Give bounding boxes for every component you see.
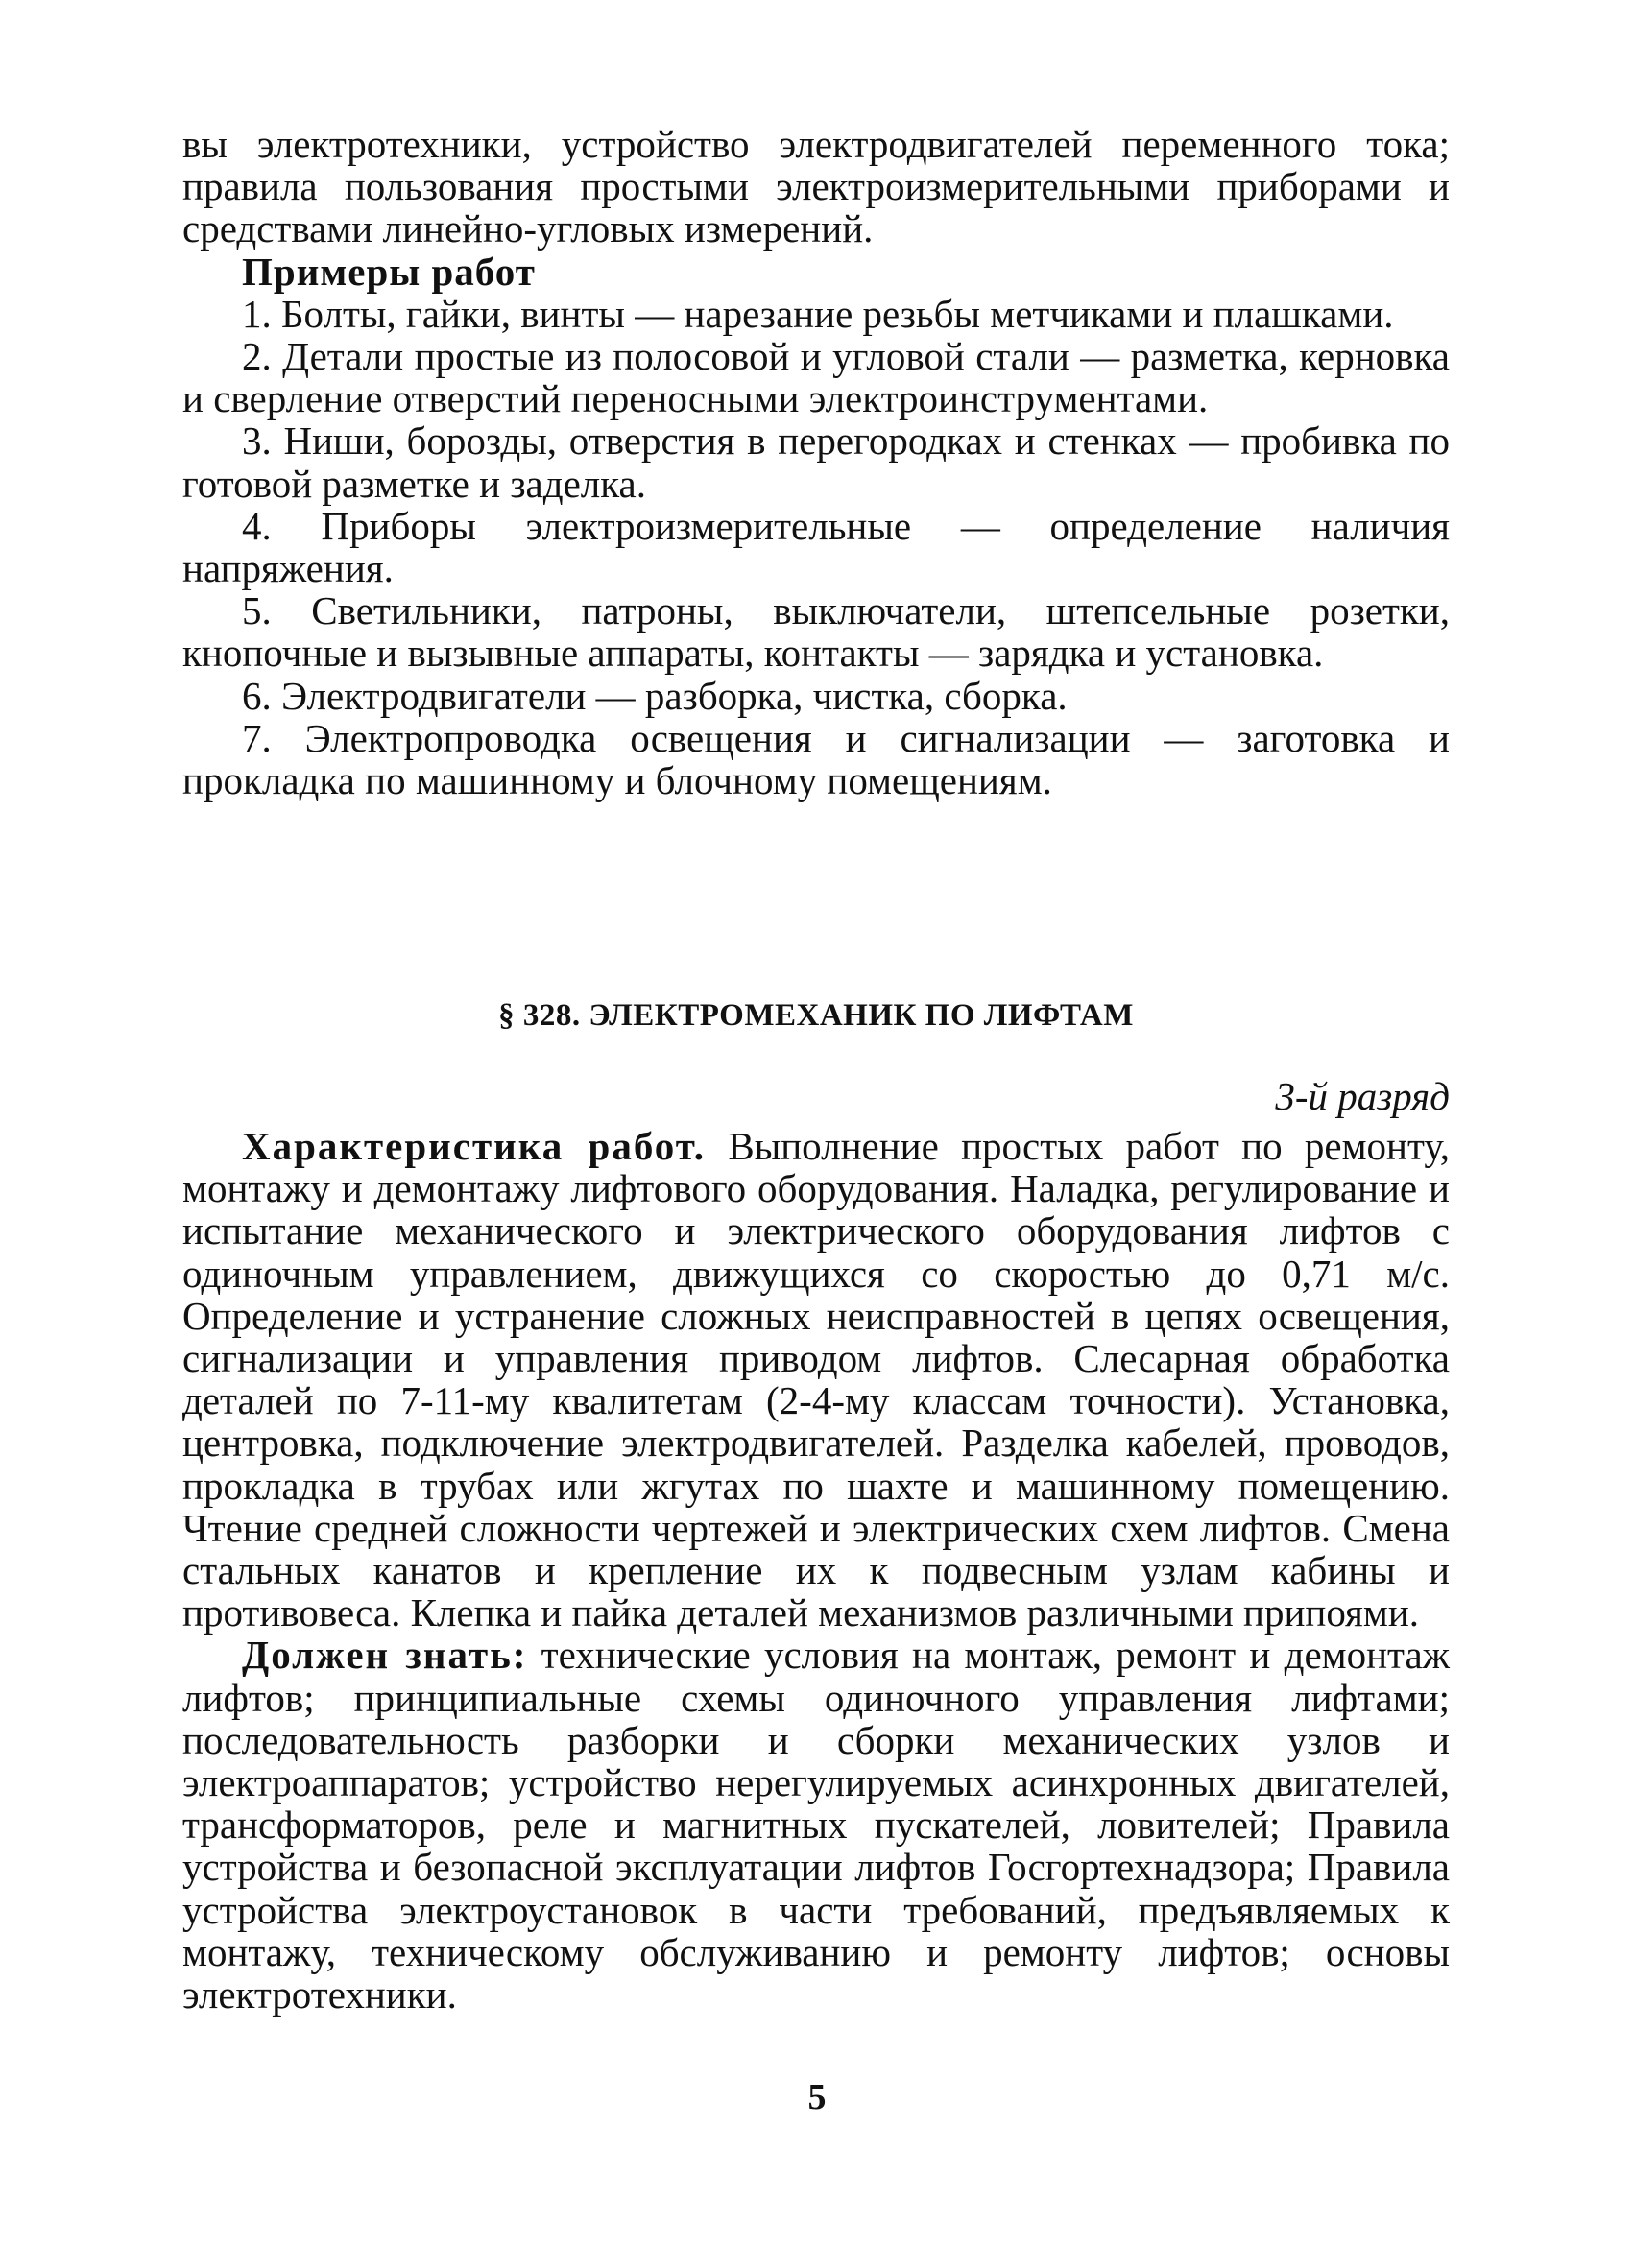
characteristics-label: Характеристика работ. xyxy=(242,1124,707,1168)
knowledge-text: технические условия на монтаж, ремонт и демонтаж лифтов; принципиальные схемы одиночного управления лифтами; последовательность разборки и сборки механических узлов и электроаппаратов; устройство нерегулируемых асинхронных двигателей, трансформаторов, реле и магнитных пускателей, ловителей; Правила устройства и безопасной эксплуатации лифтов Госгортехнадзора; Правила устройства электроустановок в части требований, предъявляемых к монтажу, техническому обслуживанию и ремонту лифтов; основы электротехники. xyxy=(182,1633,1450,2017)
example-item-2: 2. Детали простые из полосовой и угловой стали — разметка, керновка и сверление отверстий переносными электроинструментами. xyxy=(182,334,1450,421)
example-item-6: 6. Электродвигатели — разборка, чистка, сборка. xyxy=(242,673,1068,718)
example-item-4: 4. Приборы электроизмерительные — определение наличия напряжения. xyxy=(182,503,1450,591)
knowledge-label: Должен знать: xyxy=(242,1633,528,1678)
section-heading: § 328. ЭЛЕКТРОМЕХАНИК ПО ЛИФТАМ xyxy=(498,998,1134,1033)
intro-paragraph: вы электротехники, устройство электродвигателей переменного тока; правила пользования простыми электроизмерительными приборами и средствами линейно-угловых измерений. xyxy=(182,122,1450,251)
previous-section-continuation xyxy=(182,123,1450,801)
knowledge-paragraph xyxy=(182,1634,1450,2016)
section-body xyxy=(182,1125,1450,2016)
example-item-7: 7. Электропроводка освещения и сигнализации — заготовка и прокладка по машинному и блочному помещениям. xyxy=(182,715,1450,803)
example-item-1: 1. Болты, гайки, винты — нарезание резьбы метчиками и плашками. xyxy=(242,291,1394,336)
characteristics-paragraph xyxy=(182,1125,1450,1634)
characteristics-text: Выполнение простых работ по ремонту, монтажу и демонтажу лифтового оборудования. Наладка, регулирование и испытание механического и электрического оборудования лифтов с одиночным управлением, движущихся со скоростью до 0,71 м/с. Определение и устранение сложных неисправностей в цепях освещения, сигнализации и управления приводом лифтов. Слесарная обработка деталей по 7-11-му квалитетам (2-4-му классам точности). Установка, центровка, подключение электродвигателей. Разделка кабелей, проводов, прокладка в трубах или жгутах по шахте и машинному помещению. Чтение средней сложности чертежей и электрических схем лифтов. Смена стальных канатов и крепление их к подвесным узлам кабины и противовеса. Клепка и пайка деталей механизмов различными припоями. xyxy=(182,1124,1450,1635)
grade-label: 3-й разряд xyxy=(1275,1074,1450,1118)
example-item-3: 3. Ниши, борозды, отверстия в перегородках и стенках — пробивка по готовой разметке и заделка. xyxy=(182,418,1450,506)
example-item-5: 5. Светильники, патроны, выключатели, штепсельные розетки, кнопочные и вызывные аппараты, контакты — зарядка и установка. xyxy=(182,588,1450,676)
page-number: 5 xyxy=(807,2077,827,2117)
examples-heading: Примеры работ xyxy=(242,249,536,294)
